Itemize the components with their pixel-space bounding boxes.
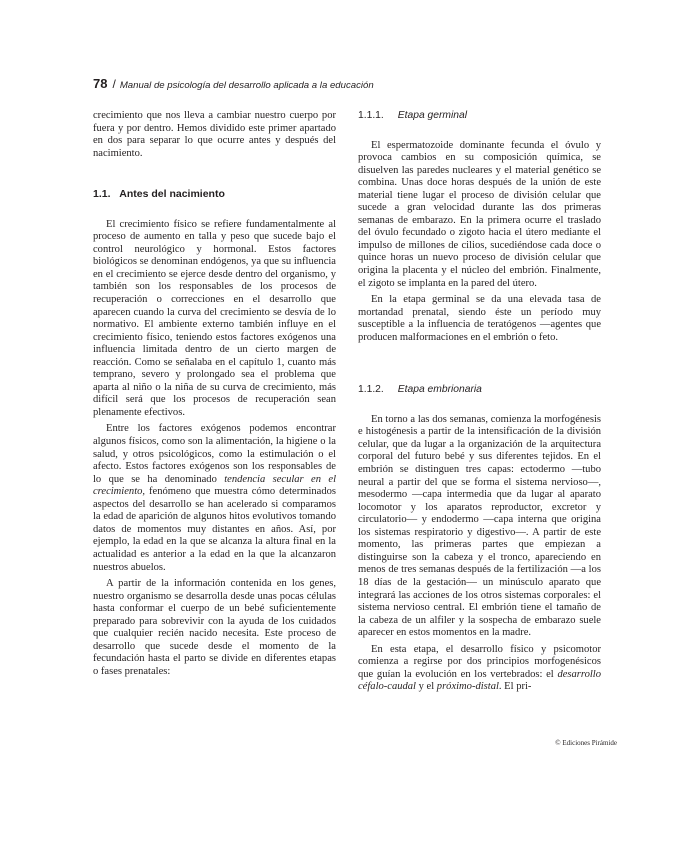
paragraph: El crecimiento físico se refiere fundamentalmente al proceso de aumento en talla y peso que sucede bajo el control neurológico y hormonal. Estos factores biológicos se denominan endógenos, ya que su influencia en el crecimiento se ejerce desde dentro del organismo, y también son los responsables de los procesos de recuperación o correcciones en el desarrollo que aparecen cuando la curva del crecimiento se desvía de lo normativo. El ambiente externo también influye en el crecimiento físico, teniendo estos factores exógenos una influencia limitada dentro de un cierto margen de reacción. Como se señalaba en el capítulo 1, cuanto más temprano, severo y prolongado sea el problema que aparta al niño o la niña de su curva de crecimiento, más difícil será que los procesos de recuperación sean plenamente efectivos. — [93, 218, 336, 418]
paragraph-text: y el — [416, 681, 437, 693]
book-title: Manual de psicología del desarrollo aplicada a la educación — [119, 80, 374, 91]
paragraph-text: fenómeno que muestra cómo determinados aspectos del desarrollo se han acelerado si comparamos la edad de aparición de algunos hitos evolutivos tomando datos de momentos muy distantes en años. Así, por ejemplo, la edad en la que se alcanza la altura final en la actualidad es anterior a la edad en la que la alcanzaron nuestros abuelos. — [93, 486, 336, 573]
paragraph-text: En esta etapa, el desarrollo físico y psicomotor comienza a regirse por dos principios morfogenésicos que guían la evolución en los vertebrados: el — [358, 643, 601, 680]
paragraph — [358, 644, 601, 694]
paragraph-text: . El pri- — [498, 681, 532, 693]
subsection-number: 1.1.1. — [358, 110, 384, 121]
section-heading — [93, 188, 336, 201]
section-title: Antes del nacimiento — [119, 188, 225, 201]
page-number: 78 — [93, 76, 108, 91]
italic-term: tendencia secular en el crecimiento, — [93, 473, 336, 498]
paragraph: En la etapa germinal se da una elevada tasa de mortandad prenatal, siendo éste un período muy susceptible a la influencia de teratógenos —agentes que producen malformaciones en el embrión o feto. — [358, 294, 601, 343]
subsection-heading-embrionaria — [358, 384, 601, 397]
subsection-heading-germinal — [358, 110, 601, 123]
subsection-title: Etapa embrionaria — [397, 384, 482, 396]
header-separator: / — [112, 77, 116, 91]
italic-term: próximo-distal — [436, 681, 499, 693]
subsection-number: 1.1.2. — [358, 384, 384, 396]
copyright-notice: © Ediciones Pirámide — [555, 739, 617, 747]
italic-term: desarrollo céfalo-caudal — [358, 668, 601, 693]
paragraph: En torno a las dos semanas, comienza la morfogénesis e histogénesis a partir de la intensificación de la división celular, que da lugar a la organización de la arquitectura corporal del futuro bebé y sus diferentes tejidos. En el embrión se distinguen tres capas: ectodermo —tubo neural a partir del que se forma el sistema nervioso—, mesodermo —capa intermedia que da lugar al aparato locomotor y los aparatos reproductor, excretor y circulatorio— y endodermo —capa interna que origina los sistemas respiratorio y digestivo—. A partir de este momento, las primeras partes que empiezan a distinguirse son la cabeza y el tronco, apareciendo en menos de tres semanas después de la fertilización —a los 18 días de la gestación— un minúsculo aparato que integrará las acciones de los otros sistemas corporales: el sistema nervioso central. El embrión tiene el tamaño de la cabeza de un alfiler y la sospecha de embarazo suele aparecer en estos momentos en la madre. — [358, 413, 601, 639]
paragraph — [93, 423, 336, 574]
paragraph-text: Entre los factores exógenos podemos encontrar algunos físicos, como son la alimentación, la higiene o la salud, y otros psicológicos, como la estimulación o el afecto. Estos factores exógenos son los responsables de lo que se ha denominado — [93, 423, 336, 485]
left-column — [93, 110, 336, 678]
subsection-title: Etapa germinal — [397, 110, 468, 121]
right-column — [358, 110, 601, 694]
continuation-paragraph: crecimiento que nos lleva a cambiar nuestro cuerpo por fuera y por dentro. Hemos dividido este primer apartado en dos para separar lo que ocurre antes y después del nacimiento. — [93, 110, 336, 159]
paragraph: El espermatozoide dominante fecunda el óvulo y provoca cambios en su composición química, se disuelven las paredes nucleares y el material genético se combina. Unas doce horas después de la unión de este material tiene lugar el proceso de división celular que sucede a gran velocidad durante las dos primeras semanas de embarazo. En la primera ocurre el traslado del óvulo fecundado o zigoto hacia el útero mediante el impulso de millones de cilios, sucediéndose cada doce o quince horas un nuevo proceso de división celular que origina la placenta y el núcleo del embrión. Finalmente, el zigoto se implanta en la pared del útero. — [358, 139, 601, 289]
running-head — [93, 75, 613, 93]
paragraph: A partir de la información contenida en los genes, nuestro organismo se desarrolla desde unas pocas células hasta conformar el cuerpo de un bebé suficientemente preparado para sobrevivir con la ayuda de los cuidados que cualquier recién nacido necesita. Este proceso de desarrollo que sucede desde el momento de la fecundación hasta el parto se divide en diferentes etapas o fases prenatales: — [93, 578, 336, 677]
section-number: 1.1. — [93, 188, 111, 201]
